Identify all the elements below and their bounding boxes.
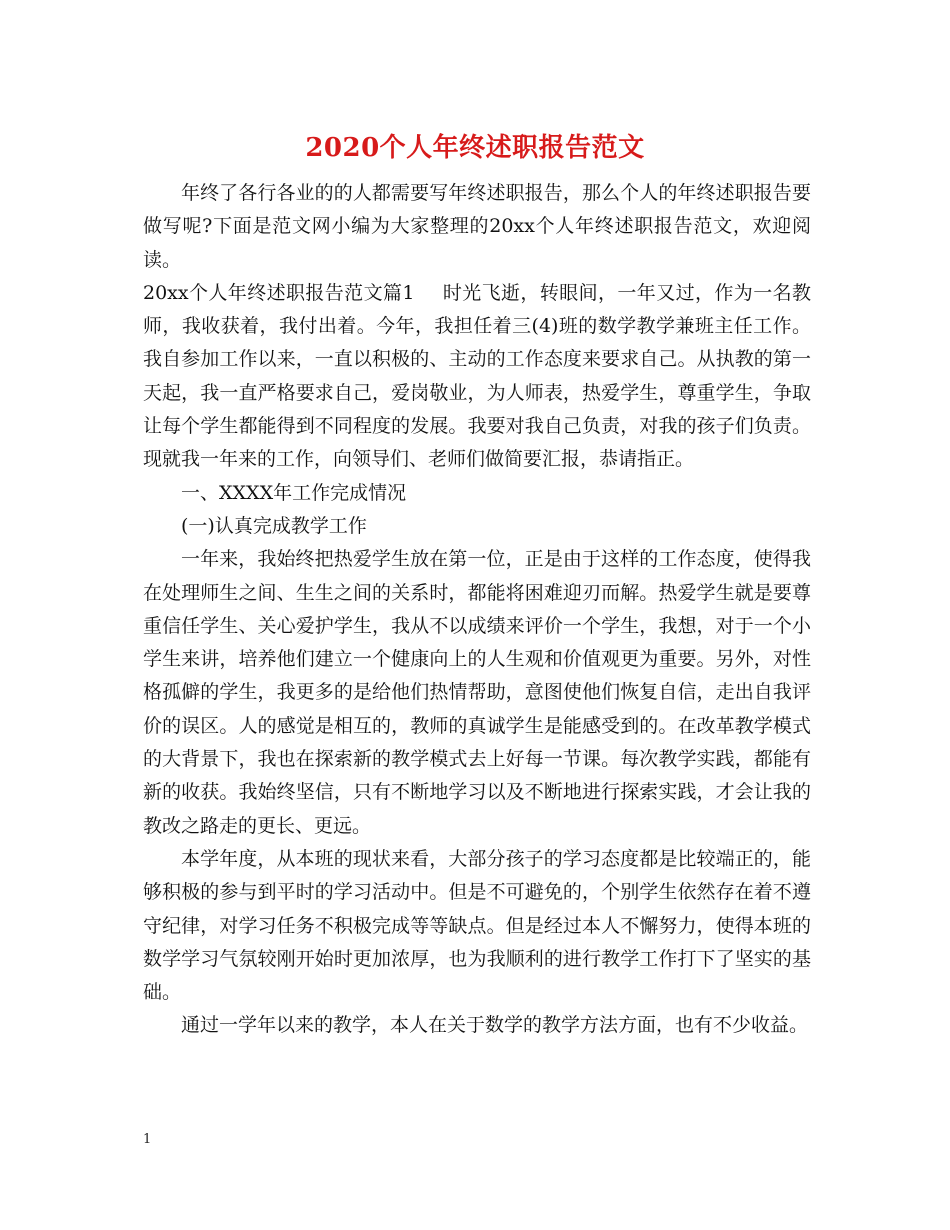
body-paragraph-3: 通过一学年以来的教学，本人在关于数学的教学方法方面，也有不少收益。 — [181, 1014, 809, 1037]
section-heading: 一、XXXX年工作完成情况 — [181, 481, 407, 504]
document-title: 2020个人年终述职报告范文 — [305, 133, 645, 163]
subsection-heading: (一)认真完成教学工作 — [181, 514, 367, 537]
article-label: 20xx个人年终述职报告范文篇1 — [143, 281, 415, 304]
intro-paragraph — [143, 177, 811, 277]
intro-text: 年终了各行各业的的人都需要写年终述职报告，那么个人的年终述职报告要做写呢?下面是范文网小编为大家整理的20xx个人年终述职报告范文，欢迎阅读。 — [143, 182, 811, 271]
article-intro-text: 时光飞逝，转眼间，一年又过，作为一名教师，我收获着，我付出着。今年，我担任着三(4)班的数学教学兼班主任工作。我自参加工作以来，一直以积极的、主动的工作态度来要求自己。从执教的第一天起，我一直严格要求自己，爱岗敬业，为人师表，热爱学生，尊重学生，争取让每个学生都能得到不同程度的发展。我要对我自己负责，对我的孩子们负责。现就我一年来的工作，向领导们、老师们做简要汇报，恭请指正。 — [143, 281, 811, 471]
body-paragraph-2: 本学年度，从本班的现状来看，大部分孩子的学习态度都是比较端正的，能够积极的参与到平时的学习活动中。但是不可避免的，个别学生依然存在着不遵守纪律，对学习任务不积极完成等等缺点。但是经过本人不懈努力，使得本班的数学学习气氛较刚开始时更加浓厚，也为我顺利的进行教学工作打下了坚实的基础。 — [143, 847, 811, 1004]
body-paragraph-1: 一年来，我始终把热爱学生放在第一位，正是由于这样的工作态度，使得我在处理师生之间、生生之间的关系时，都能将困难迎刃而解。热爱学生就是要尊重信任学生、关心爱护学生，我从不以成绩来评价一个学生，我想，对于一个小学生来讲，培养他们建立一个健康向上的人生观和价值观更为重要。另外，对性格孤僻的学生，我更多的是给他们热情帮助，意图使他们恢复自信，走出自我评价的误区。人的感觉是相互的，教师的真诚学生是能感受到的。在改革教学模式的大背景下，我也在探索新的教学模式去上好每一节课。每次教学实践，都能有新的收获。我始终坚信，只有不断地学习以及不断地进行探索实践，才会让我的教改之路走的更长、更远。 — [143, 548, 811, 837]
page-number: 1 — [143, 1132, 152, 1147]
document-body — [143, 177, 811, 1043]
article-intro-paragraph — [143, 277, 811, 477]
